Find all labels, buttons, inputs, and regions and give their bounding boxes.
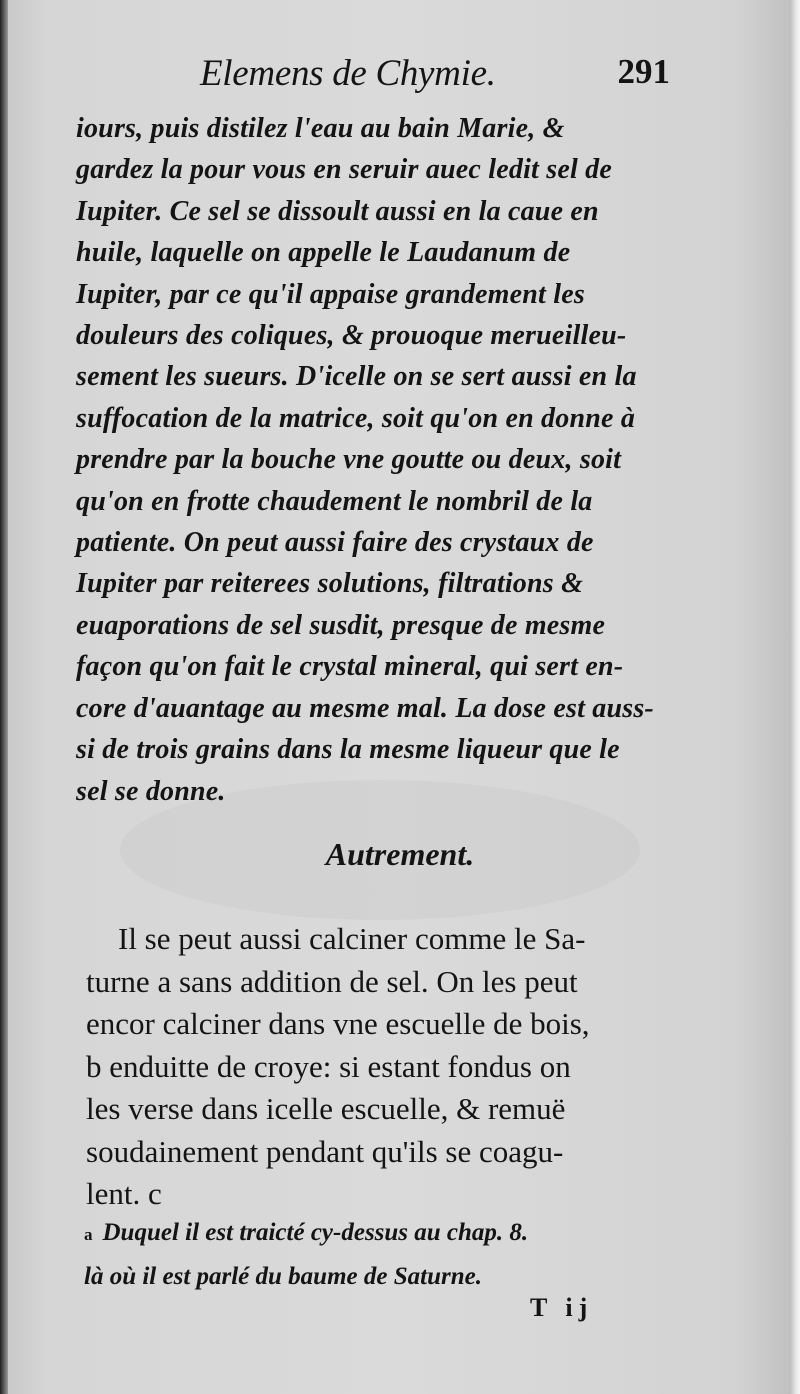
- footnotes: [84, 1212, 684, 1298]
- page-left-edge: [0, 0, 8, 1394]
- footnote-text: Duquel il est traicté cy-dessus au chap. 8.: [102, 1219, 529, 1246]
- text-line: Iupiter, par ce qu'il appaise grandement les: [76, 278, 585, 310]
- text-line: euaporations de sel susdit, presque de mesme: [76, 609, 606, 641]
- text-line: gardez la pour vous en seruir auec ledit sel de: [76, 154, 612, 186]
- text-line: Il se peut aussi calciner comme le Sa-: [118, 921, 586, 956]
- text-line: turne a sans addition de sel. On les peut: [86, 963, 578, 999]
- text-line: soudainement pendant qu'ils se coagu-: [86, 1133, 564, 1169]
- text-line: iours, puis distilez l'eau au bain Marie, &: [76, 113, 565, 144]
- text-line: Iupiter. Ce sel se dissoult aussi en la caue en: [76, 195, 599, 227]
- text-line: huile, laquelle on appelle le Laudanum de: [76, 237, 571, 269]
- text-line: suffocation de la matrice, soit qu'on en donne à: [76, 402, 636, 434]
- text-line: prendre par la bouche vne goutte ou deux, soit: [76, 444, 622, 476]
- text-line: patiente. On peut aussi faire des crystaux de: [76, 527, 594, 559]
- text-line: façon qu'on fait le crystal mineral, qui sert en-: [76, 651, 624, 683]
- text-line: lent. c: [86, 1176, 162, 1211]
- page-right-edge: [790, 0, 800, 1394]
- footnote-line: là où il est parlé du baume de Saturne.: [84, 1263, 482, 1290]
- text-line: les verse dans icelle escuelle, & remuë: [86, 1091, 566, 1126]
- page-number: 291: [617, 52, 670, 91]
- text-line: sement les sueurs. D'icelle on se sert aussi en la: [76, 361, 637, 393]
- paragraph-roman: [86, 918, 676, 1216]
- text-line: si de trois grains dans la mesme liqueur que le: [76, 734, 620, 766]
- paragraph-italic: [76, 108, 666, 812]
- text-line: sel se donne.: [76, 775, 226, 807]
- footnote-line: [84, 1212, 684, 1256]
- footnote-marker: a: [84, 1225, 93, 1244]
- section-heading: Autrement.: [325, 836, 475, 872]
- text-line: qu'on en frotte chaudement le nombril de la: [76, 485, 593, 517]
- text-line: core d'auantage au mesme mal. La dose est auss-: [76, 692, 654, 724]
- text-line: encor calciner dans vne escuelle de bois,: [86, 1006, 590, 1041]
- text-line: b enduitte de croye: si estant fondus on: [86, 1048, 571, 1084]
- text-line: Iupiter par reiterees solutions, filtrations &: [76, 568, 584, 600]
- page-header: [200, 52, 670, 98]
- text-line: douleurs des coliques, & prouoque merueilleu-: [76, 320, 627, 352]
- signature-mark: T ij: [530, 1293, 594, 1322]
- running-title: Elemens de Chymie.: [200, 53, 496, 94]
